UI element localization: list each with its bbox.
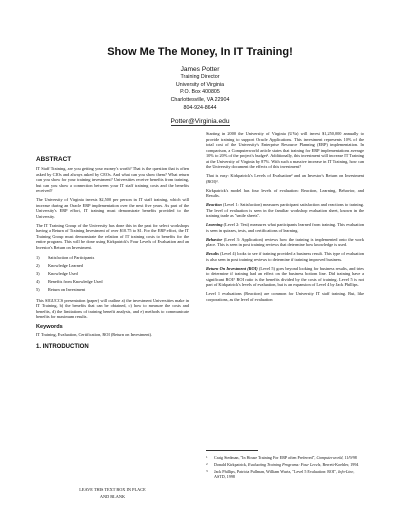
- footnote-text: [214, 469, 364, 480]
- footnote-text: [214, 462, 364, 467]
- author-block: [0, 66, 400, 126]
- footnote-number: 2: [206, 462, 208, 466]
- author-name: James Potter: [180, 66, 220, 73]
- footnote-text-part: Craig Stedman, "In House Training For ERP often Preferred",: [214, 455, 317, 460]
- level-description: (Level 2: Test) measures what participants learned from training. This evaluation is seen in quizzes, tests, and certifications of learning.: [206, 222, 364, 233]
- author-affiliation-line: P.O. Box 400805: [180, 89, 220, 96]
- level-description: (Level 4) looks to see if training provided a business result. This type of evaluation is also seen in post training reviews to determine if training improved business.: [206, 251, 364, 262]
- footnote: [206, 455, 364, 460]
- footnote-source: Evaluating Training Programs: Four Levels: [248, 462, 321, 467]
- list-item-number: 2): [36, 262, 40, 268]
- level-learning-paragraph: [206, 222, 364, 233]
- footnote: [206, 462, 364, 467]
- list-item-number: 4): [36, 278, 40, 284]
- list-item-number: 1): [36, 254, 40, 260]
- list-item-label: Knowledge Learned: [48, 262, 83, 268]
- author-affiliation-line: Charlottesville, VA 22904: [170, 97, 230, 104]
- level-reaction-paragraph: [206, 202, 364, 219]
- footnote-divider: [206, 450, 258, 451]
- level-behavior-paragraph: [206, 237, 364, 248]
- footnote-text-part: , Berrett-Koehler, 1994: [320, 462, 359, 467]
- footnote-text-part: , 11/9/98: [342, 455, 357, 460]
- level-results-paragraph: [206, 251, 364, 262]
- footnote-source: Info-Line: [338, 469, 354, 474]
- paper-title: Show Me The Money, In IT Training!: [107, 46, 293, 58]
- level-description: (Level 3: Application) reviews how the training is implemented onto the work place. This is seen in post training reviews that determine how knowledge is used.: [206, 236, 364, 247]
- list-item-label: Return on Investment: [48, 286, 86, 292]
- list-item-label: Satisfaction of Participants: [48, 254, 95, 260]
- footnote: [206, 469, 364, 480]
- footnote-text-part: Donald Kirkpatrick,: [214, 462, 248, 467]
- list-item: [36, 286, 189, 294]
- keywords-text: IT Training, Evaluation, Certification, ROI (Return on Investment).: [36, 331, 153, 337]
- placeholder-line: LEAVE THIS TEXT BOX IN PLACE: [79, 487, 146, 492]
- abstract-paragraph: IT Staff Training, are you getting your money's worth? That is the question that is often asked by CIOs and always asked by CEOs. And what can you show them? What return can you show for your training investment? Universities receive benefits from training, but can you show a connection between your IT staff training costs and the benefits received?: [36, 166, 189, 193]
- abstract-heading: ABSTRACT: [36, 156, 72, 163]
- abstract-paragraph: The University of Virginia invests $2,500 per person in IT staff training, which will increase during an Oracle ERP implementation over the next five years. As part of the University's ERP effort, IT training must demonstrate benefits provided to the University.: [36, 197, 189, 219]
- list-item: [36, 254, 189, 262]
- footnotes: [206, 455, 364, 481]
- list-item-number: 5): [36, 286, 40, 292]
- body-paragraph: Starting in 2000 the University of Virginia (UVa) will invest $1,250,000 annually to provide training to support Oracle Applications. This investment represents 10% of the total cost of the University's Enterprise Resource Planning (ERP) implementation. In comparison, a Computerworld article states that training for ERP implementations average 10% to 20% of the project's budget¹. Additionally, this investment will increase IT Training at the University of Virginia by 87%. With such a massive increase in IT Training, how can the University document the effects of this investment?: [206, 131, 364, 169]
- copyright-placeholder-box: [36, 486, 189, 500]
- list-item-label: Knowledge Used: [48, 270, 78, 276]
- level-description: (Level 1: Satisfaction) measures participant satisfaction and reactions to training. The level of evaluation is seen in the familiar workshop evaluation sheet, known in the training trade as "smile sheets".: [206, 202, 364, 218]
- list-item: [36, 262, 189, 270]
- abstract-paragraph: This SIGUCCS presentation (paper) will outline a) the investment Universities make in IT Training, b) the benefits that can be obtained, c) how to measure the costs and benefits, d) the limitations of training benefit analysis, and e) methods to communicate benefits for maximum results.: [36, 297, 189, 319]
- list-item-number: 3): [36, 270, 40, 276]
- level-term: Behavior: [206, 236, 223, 242]
- footnote-text: [214, 455, 364, 460]
- level-term: Reaction: [206, 202, 222, 207]
- introduction-heading: 1. INTRODUCTION: [36, 344, 89, 350]
- footnote-number: 3: [206, 469, 208, 473]
- footnote-text-part: Jack Phillips, Patricia Pullman, William Wurtz, "Level 5 Evaluation: ROI",: [214, 469, 339, 474]
- placeholder-line: AND BLANK: [99, 494, 126, 499]
- author-affiliation-line: Training Director: [180, 74, 220, 80]
- footnote-text-part: , ASTD, 1998: [214, 469, 355, 480]
- level-description: (Level 5) goes beyond looking for business results, and tries to determine if training had an effect on the business bottom line. Did training have a significant ROI? ROI ratio is the benefits divided by the costs of training. Level 5 is not part of Kirkpatrick's levels of evaluation, but is an expansion of Level 4 by Jack Phillips.: [206, 265, 364, 287]
- left-column: [36, 156, 189, 351]
- level-term: Return On Investment (ROI): [206, 265, 258, 271]
- keywords-heading: Keywords: [36, 323, 63, 330]
- list-item-label: Benefits from Knowledge Used: [48, 278, 103, 284]
- body-paragraph: That is easy: Kirkpatrick's Levels of Evaluation² and an Investor's Return on Investment (ROI)³.: [206, 173, 364, 184]
- footnote-source: Computerworld: [316, 455, 343, 460]
- author-affiliation-line: 804-924-8644: [183, 104, 217, 111]
- evaluation-levels-list: [36, 254, 189, 294]
- level-roi-paragraph: [206, 266, 364, 288]
- author-affiliation-line: University of Virginia: [175, 81, 225, 88]
- abstract-paragraph: The IT Training Group of the University has done this in the past for select workshops having a Return of Training Investment of over $10.75 to $1. For the ERP effort, the IT Training Group must demonstrate the relation of IT training costs to benefits for the entire program. This will be done using Kirkpatrick's Four Levels of Evaluation and an Investor's Return on Investment.: [36, 222, 189, 250]
- level-term: Learning: [206, 222, 223, 227]
- level-term: Results: [206, 251, 219, 256]
- list-item: [36, 270, 189, 278]
- list-item: [36, 278, 189, 286]
- body-paragraph: Level 1 evaluations (Reaction) are common for University IT staff training. But, like corporations, as the level of evaluation: [206, 291, 364, 302]
- body-paragraph: Kirkpatrick's model has four levels of evaluation: Reaction, Learning, Behavior, and Results.: [206, 187, 364, 198]
- author-email[interactable]: [0, 118, 400, 126]
- author-email-link[interactable]: Potter@Virginia.edu: [170, 117, 230, 125]
- footnote-number: 1: [206, 455, 208, 459]
- right-column: [206, 131, 364, 306]
